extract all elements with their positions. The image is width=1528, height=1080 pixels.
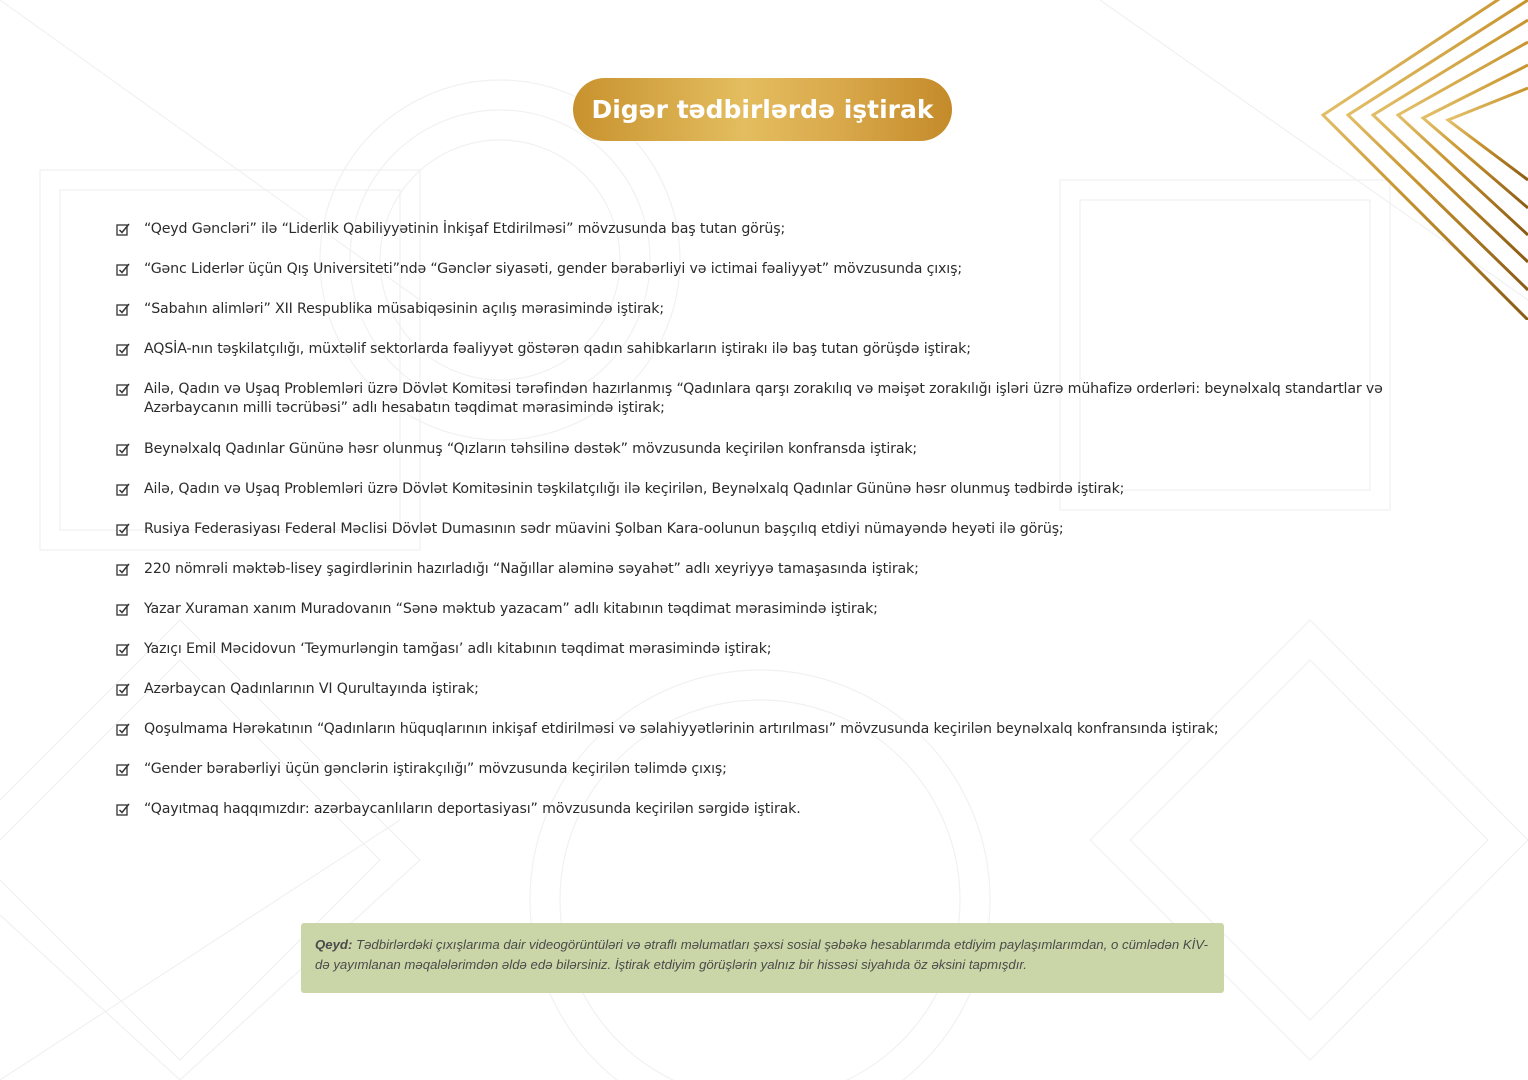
note-label: Qeyd: [315,937,353,952]
activity-text: Yazar Xuraman xanım Muradovanın “Sənə məktub yazacam” adlı kitabının təqdimat mərasimində iştirak; [144,601,878,617]
activity-text: Beynəlxalq Qadınlar Gününə həsr olunmuş “Qızların təhsilinə dəstək” mövzusunda keçirilən konfransda iştirak; [144,441,918,457]
list-item [116,720,1446,739]
activity-text: “Sabahın alimləri” XII Respublika müsabiqəsinin açılış mərasimində iştirak; [144,301,664,317]
checkbox-check-icon [116,643,130,657]
activity-text: “Gender bərabərliyi üçün gənclərin iştirakçılığı” mövzusunda keçirilən təlimdə çıxış; [144,761,727,777]
list-item [116,520,1446,539]
activity-text: Qoşulmama Hərəkatının “Qadınların hüquqlarının inkişaf etdirilməsi və səlahiyyətlərinin artırılması” mövzusunda keçirilən beynəlxalq konfransında iştirak; [144,721,1219,737]
note-box [301,923,1224,993]
checkbox-check-icon [116,343,130,357]
list-item [116,440,1446,459]
list-item [116,600,1446,619]
checkbox-check-icon [116,483,130,497]
activity-text: Rusiya Federasiyası Federal Məclisi Dövlət Dumasının sədr müavini Şolban Kara-oolunun başçılıq etdiyi nümayəndə heyəti ilə görüş; [144,521,1064,537]
list-item [116,760,1446,779]
list-item [116,560,1446,579]
checkbox-check-icon [116,303,130,317]
checkbox-check-icon [116,683,130,697]
activity-text: Ailə, Qadın və Uşaq Problemləri üzrə Dövlət Komitəsinin təşkilatçılığı ilə keçirilən, Beynəlxalq Qadınlar Gününə həsr olunmuş tədbirdə iştirak; [144,481,1125,497]
list-item [116,260,1446,279]
checkbox-check-icon [116,563,130,577]
activity-text: “Gənc Liderlər üçün Qış Universiteti”ndə “Gənclər siyasəti, gender bərabərliyi və ictimai fəaliyyət” mövzusunda çıxış; [144,261,962,277]
checkbox-check-icon [116,603,130,617]
checkbox-check-icon [116,263,130,277]
list-item [116,340,1446,359]
activity-text: “Qayıtmaq haqqımızdır: azərbaycanlıların deportasiyası” mövzusunda keçirilən sərgidə iştirak. [144,801,801,817]
checkbox-check-icon [116,523,130,537]
note-text: Tədbirlərdəki çıxışlarıma dair videogörüntüləri və ətraflı məlumatları şəxsi sosial şəbəkə hesablarımda etdiyim paylaşımlarımdan, o cümlədən KİV-də yayımlanan məqalələrimdən əldə edə bilərsiniz. İştirak etdiyim görüşlərin yalnız bir hissəsi siyahıda öz əksini tapmışdır. [315,937,1208,972]
list-item [116,680,1446,699]
list-item [116,380,1446,418]
list-item [116,480,1446,499]
list-item [116,300,1446,319]
checkbox-check-icon [116,383,130,397]
activity-text: 220 nömrəli məktəb-lisey şagirdlərinin hazırladığı “Nağıllar aləminə səyahət” adlı xeyriyyə tamaşasında iştirak; [144,561,919,577]
checkbox-check-icon [116,223,130,237]
checkbox-check-icon [116,763,130,777]
checkbox-check-icon [116,443,130,457]
activity-text: AQSİA-nın təşkilatçılığı, müxtəlif sektorlarda fəaliyyət göstərən qadın sahibkarların iştirakı ilə baş tutan görüşdə iştirak; [144,341,971,357]
list-item [116,640,1446,659]
activity-text: Ailə, Qadın və Uşaq Problemləri üzrə Dövlət Komitəsi tərəfindən hazırlanmış “Qadınlara qarşı zorakılıq və məişət zorakılığı işləri üzrə mühafizə orderləri: beynəlxalq standartlar və Azərbaycanın milli təcrübəsi” adlı hesabatın təqdimat mərasimində iştirak; [144,381,1383,416]
checkbox-check-icon [116,803,130,817]
activity-text: “Qeyd Gəncləri” ilə “Liderlik Qabiliyyətinin İnkişaf Etdirilməsi” mövzusunda baş tutan görüş; [144,221,786,237]
section-title: Digər tədbirlərdə iştirak [573,78,952,141]
list-item [116,800,1446,819]
list-item [116,220,1446,239]
activity-text: Yazıçı Emil Məcidovun ‘Teymurləngin tamğası’ adlı kitabının təqdimat mərasimində iştirak; [144,641,772,657]
checkbox-check-icon [116,723,130,737]
activity-text: Azərbaycan Qadınlarının VI Qurultayında iştirak; [144,681,479,697]
